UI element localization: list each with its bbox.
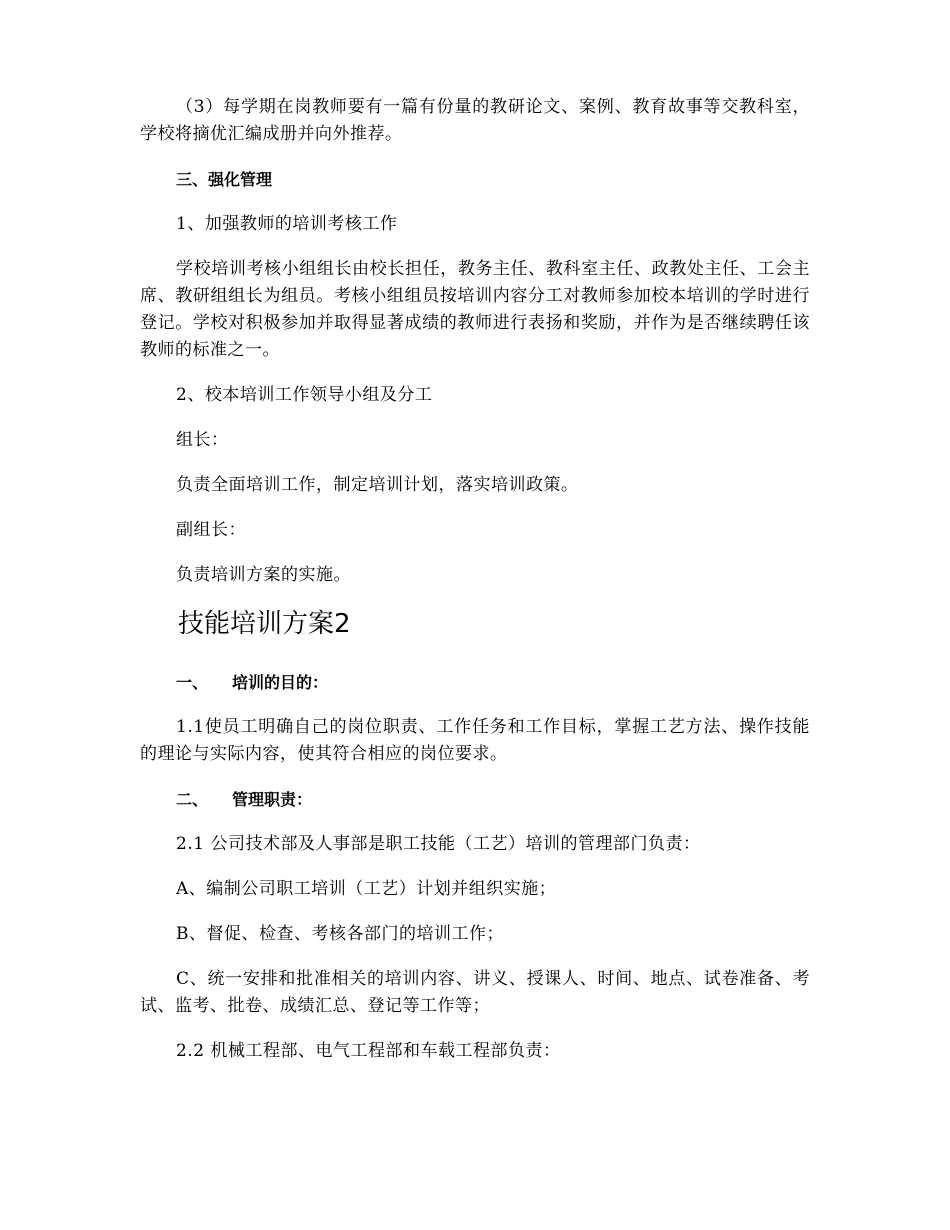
paragraph-group-leader-label: 组长： bbox=[176, 430, 229, 450]
paragraph-leadership-group-title: 2、校本培训工作领导小组及分工 bbox=[176, 385, 433, 405]
paragraph-deputy-leader-label: 副组长： bbox=[176, 520, 246, 540]
paragraph-weekly-paper: （3）每学期在岗教师要有一篇有份量的教研论文、案例、教育故事等交教科室，学校将摘优汇编成册并向外推荐。 bbox=[140, 97, 810, 144]
section-title: 技能培训方案2 bbox=[178, 609, 351, 639]
paragraph-assessment-group: 学校培训考核小组组长由校长担任，教务主任、教科室主任、政教处主任、工会主席、教研组组长为组员。考核小组组员按培训内容分工对教师参加校本培训的学时进行登记。学校对积极参加并取得显著成绩的教师进行表扬和奖励，并作为是否继续聘任该教师的标准之一。 bbox=[140, 259, 810, 360]
heading-text: 培训的目的： bbox=[232, 673, 329, 692]
heading-number: 二、 bbox=[176, 790, 209, 809]
heading-text: 管理职责： bbox=[232, 790, 313, 809]
paragraph-duty-a: A、编制公司职工培训（工艺）计划并组织实施； bbox=[176, 879, 557, 899]
paragraph-deputy-leader-duty: 负责培训方案的实施。 bbox=[176, 565, 351, 585]
paragraph-group-leader-duty: 负责全面培训工作，制定培训计划，落实培训政策。 bbox=[176, 475, 579, 495]
paragraph-duty-2-2: 2.2 机械工程部、电气工程部和车载工程部负责： bbox=[176, 1041, 561, 1061]
paragraph-duty-b: B、督促、检查、考核各部门的培训工作； bbox=[176, 924, 504, 944]
heading-management-duties bbox=[140, 786, 810, 813]
paragraph-duty-2-1: 2.1 公司技术部及人事部是职工技能（工艺）培训的管理部门负责： bbox=[176, 834, 701, 854]
heading-training-purpose bbox=[140, 669, 810, 696]
paragraph-purpose-detail: 1.1使员工明确自己的岗位职责、工作任务和工作目标，掌握工艺方法、操作技能的理论与实际内容，使其符合相应的岗位要求。 bbox=[140, 717, 810, 764]
paragraph-duty-c: C、统一安排和批准相关的培训内容、讲义、授课人、时间、地点、试卷准备、考试、监考、批卷、成绩汇总、登记等工作等； bbox=[140, 969, 810, 1016]
heading-strengthen-management: 三、强化管理 bbox=[176, 170, 273, 189]
heading-number: 一、 bbox=[176, 673, 209, 692]
document-page bbox=[140, 94, 810, 1083]
paragraph-training-assessment-title: 1、加强教师的培训考核工作 bbox=[176, 214, 398, 234]
